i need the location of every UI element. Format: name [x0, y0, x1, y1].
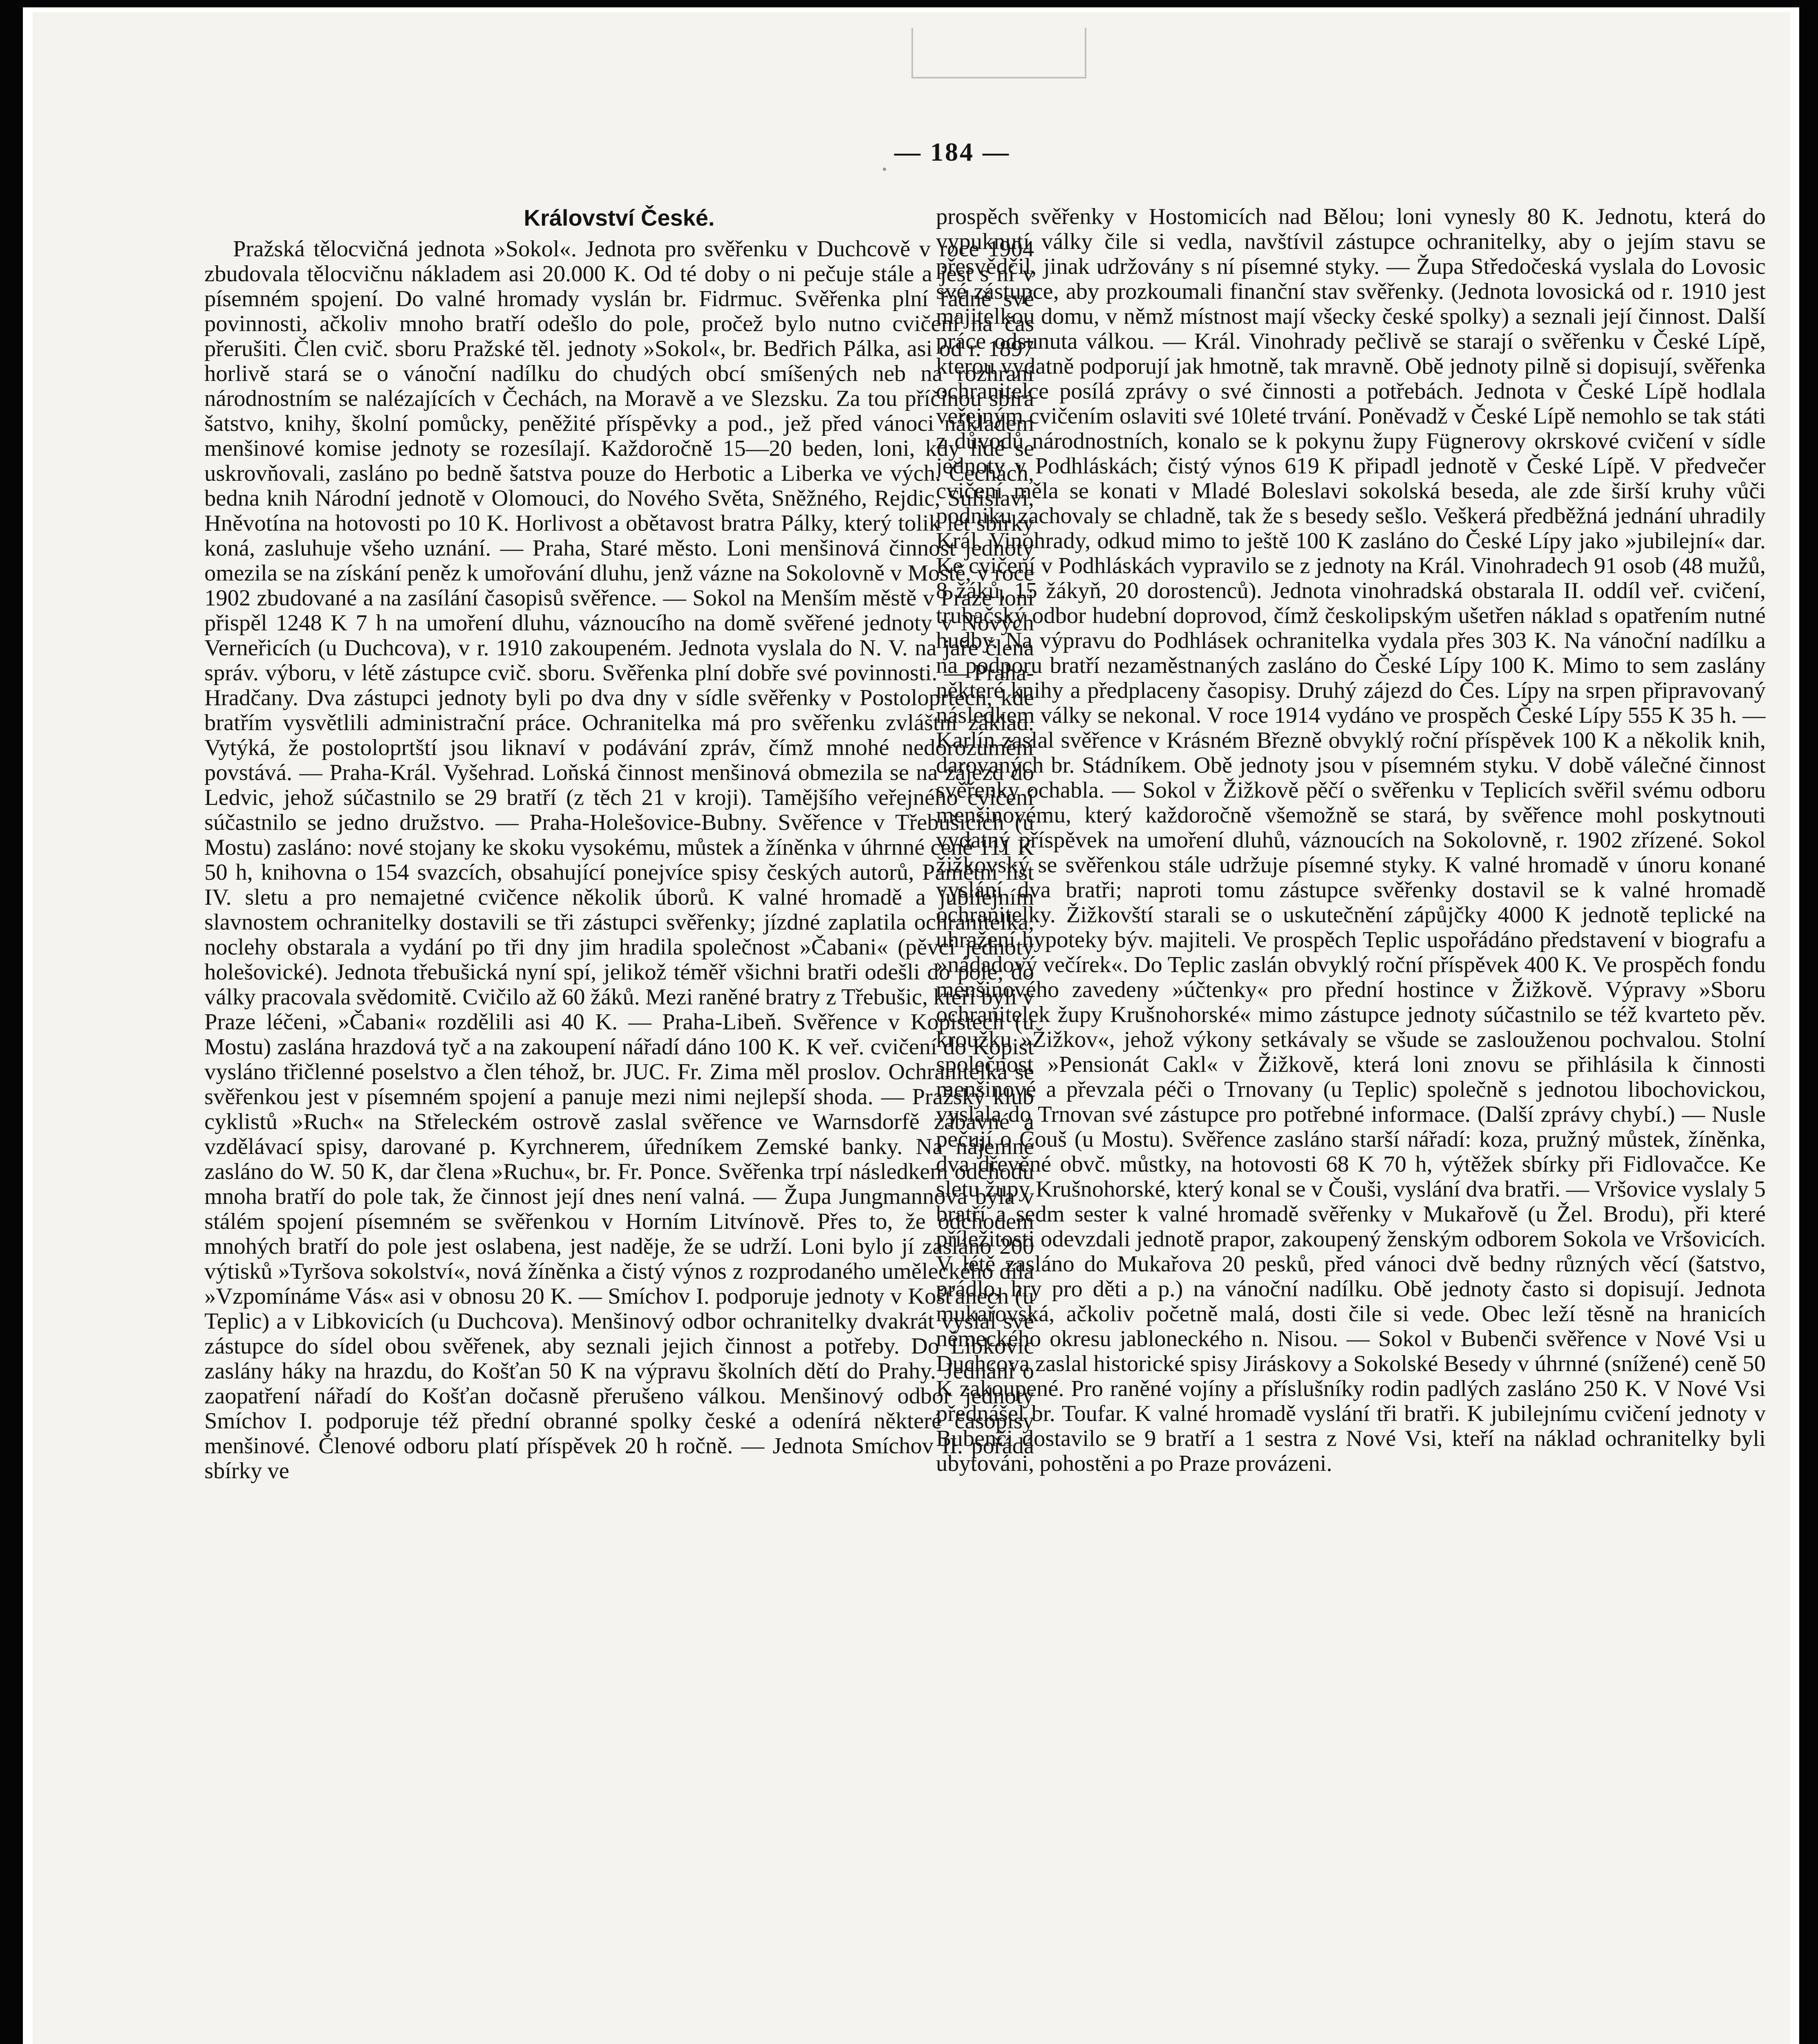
page-number: — 184 —	[894, 137, 1010, 166]
left-column	[204, 204, 1034, 2044]
section-heading: Království České.	[524, 205, 715, 231]
scan-tab-mark	[911, 28, 1086, 78]
scan-speck	[883, 168, 886, 171]
document-page	[33, 12, 1790, 2044]
left-column-text: Pražská tělocvičná jednota »Sokol«. Jednota pro svěřenku v Duchcově v roce 1904 zbudovala tělocvičnu nákladem asi 20.000 K. Od té doby o ni pečuje stále a jest s ní v písemném spojení. Do valné hromady vyslán br. Fidrmuc. Svěřenka plní řádně své povinnosti, ačkoliv mnoho bratří odešlo do pole, pročež bylo nutno cvičení na čas přerušiti. Člen cvič. sboru Pražské těl. jednoty »Sokol«, br. Bedřich Pálka, asi od r. 1897 horlivě stará se o vánoční nadílku do chudých obcí smíšených neb na rozhraní národnostním se nalézajících v Čechách, na Moravě a ve Slezsku. Za tou příčinou sbírá šatstvo, knihy, školní pomůcky, peněžité příspěvky a pod., jež před vánoci nákladem menšinové komise jednoty se rozesílají. Každoročně 15—20 beden, loni, kdy lidé se uskrovňovali, zasláno po bedně šatstva pouze do Herbotic a Liberka ve vých. Čechách, bedna knih Národní jednotě v Olomouci, do Nového Světa, Sněžného, Rejdic, Sulislavi, Hněvotína na hotovosti po 10 K. Horlivost a obětavost bratra Pálky, který tolik let sbírky koná, zasluhuje všeho uznání. — Praha, Staré město. Loni menšinová činnost jednoty omezila se na získání peněz k umořování dluhu, jenž vázne na Sokolovně v Mostě, v roce 1902 zbudované a na zasílání časopisů svěřence. — Sokol na Menším městě v Praze loni přispěl 1248 K 7 h na umoření dluhu, váznoucího na domě svěřené jednoty v Nových Verneřicích (u Duchcova), v r. 1910 zakoupeném. Jednota vyslala do N. V. na jaře člena správ. výboru, v létě zástupce cvič. sboru. Svěřenka plní dobře své povinnosti. — Praha-Hradčany. Dva zástupci jednoty byli po dva dny v sídle svěřenky v Postoloprtech, kde bratřím vysvětlili administrační práce. Ochranitelka má pro svěřenku zvláštní základ. Vytýká, že postoloprtští jsou liknaví v podávání zpráv, čímž mnohé nedorozumění povstává. — Praha-Král. Vyšehrad. Loňská činnost menšinová obmezila se na zájezd do Ledvic, jehož súčastnilo se 29 bratří (z těch 21 v kroji). Tamějšího veřejného cvičení súčastnilo se jedno družstvo. — Praha-Holešovice-Bubny. Svěřence v Třebušicích (u Mostu) zasláno: nové stojany ke skoku vysokému, můstek a žíněnka v úhrnné ceně 111 K 50 h, knihovna o 154 svazcích, obsahující ponejvíce spisy českých autorů, Pamětní list IV. sletu a pro nemajetné cvičence několik úborů. K valné hromadě a jubilejním slavnostem ochranitelky dostavili se tři zástupci svěřenky; jízdné zaplatila ochranitelka, noclehy obstarala a vydání po tři dny jim hradila společnost »Čabani« (pěvci jednoty holešovické). Jednota třebušická nyní spí, jelikož téměř všichni bratři odešli do pole; do války pracovala svědomitě. Cvičilo až 60 žáků. Mezi raněné bratry z Třebušic, kteří byli v Praze léčeni, »Čabani« rozdělili asi 40 K. — Praha-Libeň. Svěřence v Kopistech (u Mostu) zaslána hrazdová tyč a na zakoupení nářadí dáno 100 K. K veř. cvičení do Kopist vysláno třičlenné poselstvo a člen téhož, br. JUC. Fr. Zima měl proslov. Ochranitelka se svěřenkou jest v písemném spojení a panuje mezi nimi nejlepší shoda. — Pražský klub cyklistů »Ruch« na Střeleckém ostrově zaslal svěřence ve Warnsdorfě zábavné a vzdělávací spisy, darované p. Kyrchnerem, úředníkem Zemské banky. Na nájemné zasláno do W. 50 K, dar člena »Ruchu«, br. Fr. Ponce. Svěřenka trpí následkem odchodu mnoha bratří do pole tak, že činnost její dnes není valná. — Župa Jungmannova byla v stálém spojení písemném se svěřenkou v Horním Litvínově. Přes to, že odchodem mnohých bratří do pole jest oslabena, jest naděje, že se udrží. Loni bylo jí zasláno 200 výtisků »Tyršova sokolství«, nová žíněnka a čistý výnos z rozprodaného uměleckého díla »Vzpomínáme Vás« asi v obnosu 20 K. — Smíchov I. podporuje jednoty v Košťanech (u Teplic) a v Libkovicích (u Duchcova). Menšinový odbor ochranitelky dvakrát vyslal své zástupce do sídel obou svěřenek, aby seznali jejich činnost a potřeby. Do Libkovic zaslány háky na hrazdu, do Košťan 50 K na výpravu školních dětí do Prahy. Jednání o zaopatření nářadí do Košťan dočasně přerušeno válkou. Menšinový odbor jednoty Smíchov I. podporuje též přední obranné spolky české a odenírá některé časopisy menšinové. Členové odboru platí příspěvek 20 h ročně. — Jednota Smíchov II. pořádá sbírky ve	[204, 236, 1034, 1484]
right-column	[936, 204, 1766, 2044]
right-column-text: prospěch svěřenky v Hostomicích nad Bělou; loni vynesly 80 K. Jednotu, která do vypuknutí války čile si vedla, navštívil zástupce ochranitelky, aby o jejím stavu se přesvědčil, jinak udržovány s ní písemné styky. — Župa Středočeská vyslala do Lovosic své zástupce, aby prozkoumali finanční stav svěřenky. (Jednota lovosická od r. 1910 jest majitelkou domu, v němž místnost mají všecky české spolky) a seznali její činnost. Další práce odsunuta válkou. — Král. Vinohrady pečlivě se starají o svěřenku v České Lípě, kterou vydatně podporují jak hmotně, tak mravně. Obě jednoty pilně si dopisují, svěřenka ochranitelce posílá zprávy o své činnosti a potřebách. Jednota v České Lípě hodlala veřejným cvičením oslaviti své 10leté trvání. Poněvadž v České Lípě nemohlo se tak státi z důvodů národnostních, konalo se k pokynu župy Fügnerovy okrskové cvičení v sídle jednoty v Podhláskách; čistý výnos 619 K připadl jednotě v České Lípě. V předvečer cvičení měla se konati v Mladé Boleslavi sokolská beseda, ale zde širší kruhy vůči podniku zachovaly se chladně, tak že s besedy sešlo. Veškerá předběžná jednání uhradily Král. Vinohrady, odkud mimo to ještě 100 K zasláno do České Lípy jako »jubilejní« dar. Ke cvičení v Podhláskách vypravilo se z jednoty na Král. Vinohradech 91 osob (48 mužů, 8 žáků, 15 žákyň, 20 dorostenců). Jednota vinohradská obstarala II. oddíl veř. cvičení, trubačský odbor hudební doprovod, čímž českolipským ušetřen náklad s opatřením nutné hudby. Na výpravu do Podhlásek ochranitelka vydala přes 303 K. Na vánoční nadílku a na podporu bratří nezaměstnaných zasláno do České Lípy 100 K. Mimo to sem zaslány některé knihy a předplaceny časopisy. Druhý zájezd do Čes. Lípy na srpen připravovaný následkem války se nekonal. V roce 1914 vydáno ve prospěch České Lípy 555 K 35 h. — Karlín zaslal svěřence v Krásném Březně obvyklý roční příspěvek 100 K a několik knih, darovaných br. Stádníkem. Obě jednoty jsou v písemném styku. V době válečné činnost svěřenky ochabla. — Sokol v Žižkově pěčí o svěřenku v Teplicích svěřil svému odboru menšinovému, který každoročně všemožně se stará, by svěřence mohl poskytnouti vydatný příspěvek na umoření dluhů, váznoucích na Sokolovně, r. 1902 zřízené. Sokol žižkovský se svěřenkou stále udržuje písemné styky. K valné hromadě v únoru konané vyslání dva bratři; naproti tomu zástupce svěřenky dostavil se k valné hromadě ochranitelky. Žižkovští starali se o uskutečnění zápůjčky 4000 K jednotě teplické na uhražení hypoteky býv. majiteli. Ve prospěch Teplic uspořádáno představení v biografu a »nádadový večírek«. Do Teplic zaslán obvyklý roční příspěvek 400 K. Ve prospěch fondu menšinového zavedeny »účtenky« pro přední hostince v Žižkově. Výpravy »Sboru ochranitelek župy Krušnohorské« mimo zástupce jednoty súčastnilo se též kvarteto pěv. kroužku »Žižkov«, jehož výkony setkávaly se všude se zaslouženou pochvalou. Stolní společnost »Pensionát Cakl« v Žižkově, která loni znovu se přihlásila k činnosti menšinové a převzala péči o Trnovany (u Teplic) společně s jednotou libochovickou, vyslala do Trnovan své zástupce pro potřebné informace. (Další zprávy chybí.) — Nusle pečují o Čouš (u Mostu). Svěřence zasláno starší nářadí: koza, pružný můstek, žíněnka, dva dřevěné obvč. můstky, na hotovosti 68 K 70 h, výtěžek sbírky při Fidlovačce. Ke sletu župy Krušnohorské, který konal se v Čouši, vyslání dva bratři. — Vršovice vyslaly 5 bratří a sedm sester k valné hromadě svěřenky v Mukařově (u Žel. Brodu), při které příležitosti odevzdali jednotě prapor, zakoupený ženským odborem Sokola ve Vršovicích. V létě zasláno do Mukařova 20 pesků, před vánoci dvě bedny různých věcí (šatstvo, prádlo, hry pro děti a p.) na vánoční nadílku. Obě jednoty často si dopisují. Jednota mukařovská, ačkoliv početně malá, dosti čile si vede. Obec leží těsně na hranicích německého okresu jabloneckého n. Nisou. — Sokol v Bubenči svěřence v Nové Vsi u Duchcova zaslal historické spisy Jiráskovy a Sokolské Besedy v úhrnné (snížené) ceně 50 K zakoupené. Pro raněné vojíny a příslušníky rodin padlých zasláno 250 K. V Nové Vsi přednášel br. Toufar. K valné hromadě vyslání tři bratři. K jubilejnímu cvičení jednoty v Bubenči dostavilo se 9 bratří a 1 sestra z Nové Vsi, kteří na náklad ochranitelky byli ubytováni, pohostěni a po Praze provázeni.	[936, 204, 1766, 1476]
